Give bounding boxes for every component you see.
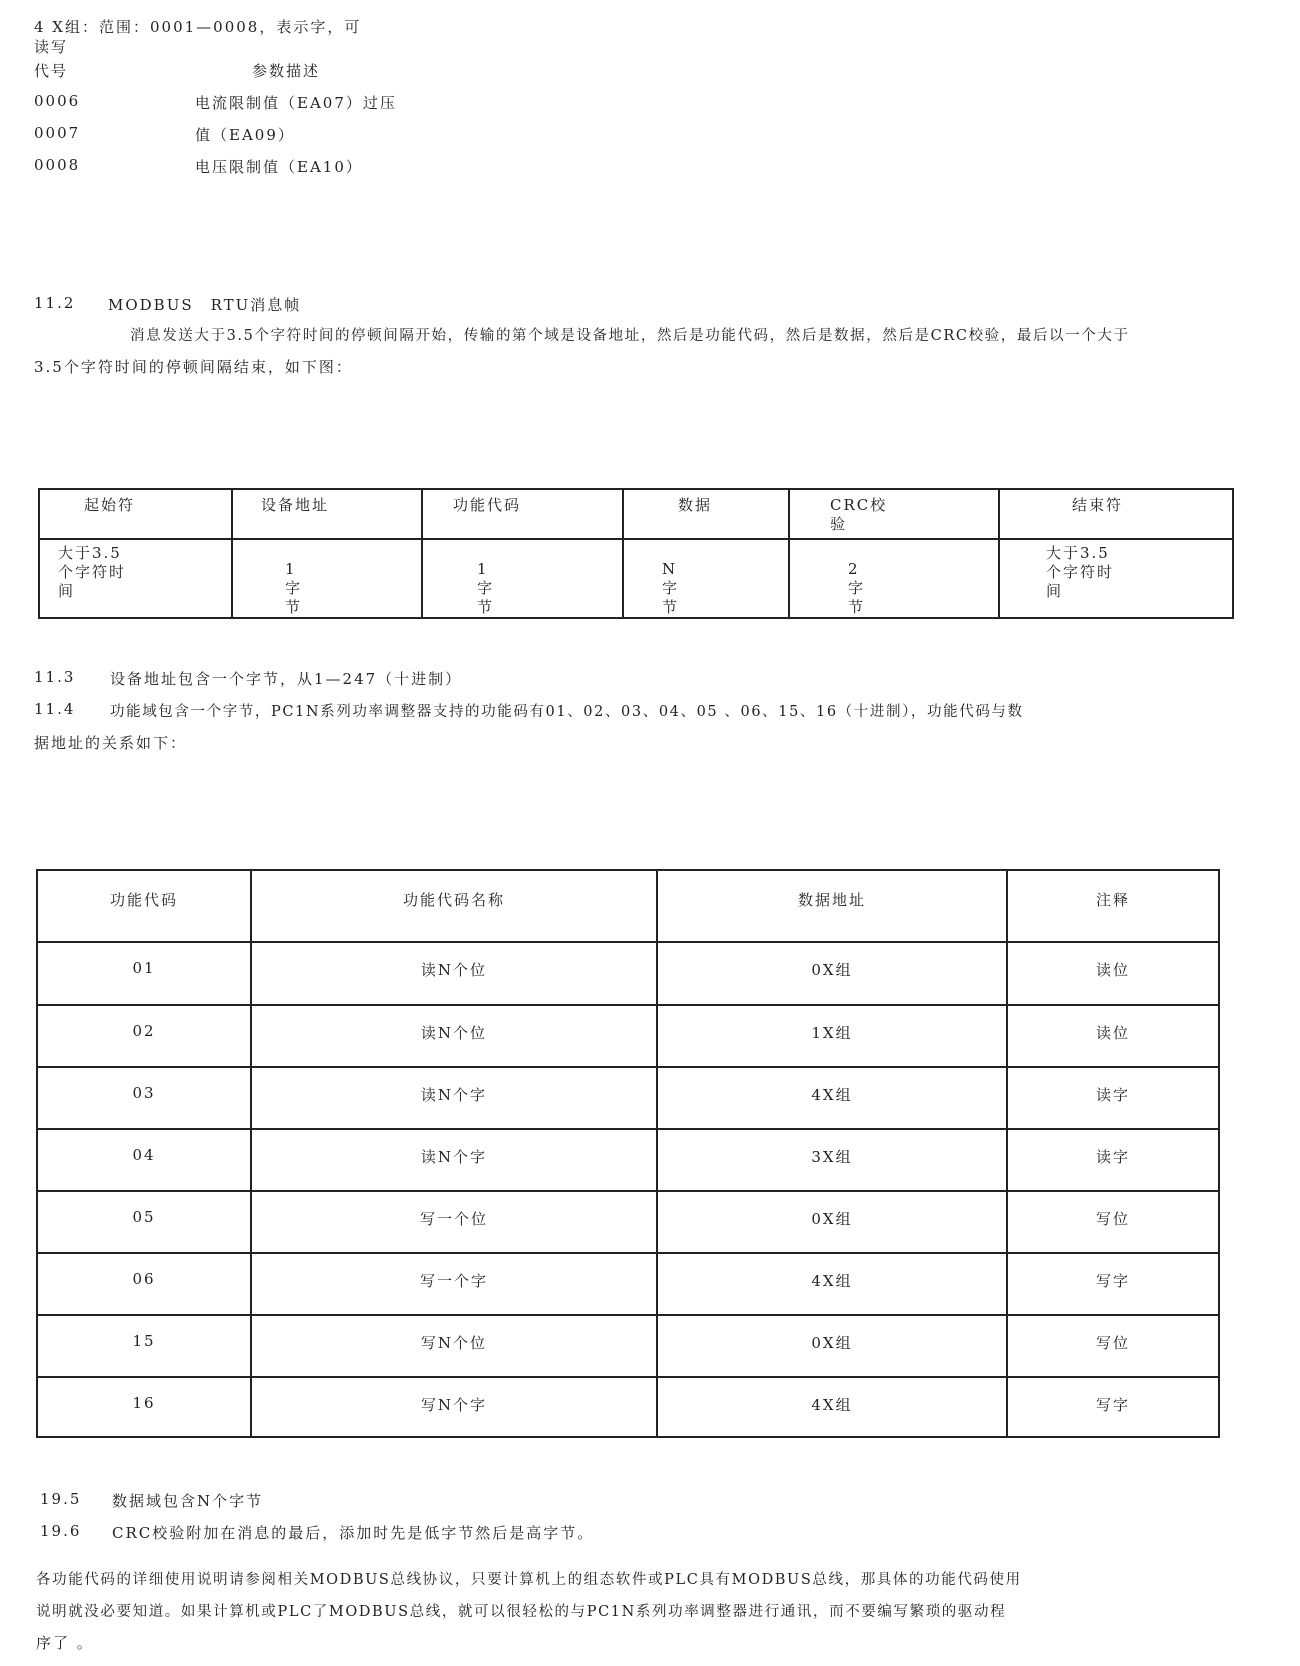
func-name-cell: 读N个字 [251,1129,657,1191]
section-text: CRC校验附加在消息的最后，添加时先是低字节然后是高字节。 [112,1524,595,1542]
func-code-cell: 16 [37,1377,251,1437]
table-row [37,1315,1219,1377]
func-code-cell: 03 [37,1067,251,1129]
func-addr-cell: 3X组 [657,1129,1007,1191]
func-code-cell: 04 [37,1129,251,1191]
frame-value-cell: N字节 [623,539,789,618]
section-number: 19.6 [40,1522,82,1540]
frame-header-cell: 起始符 [39,489,232,539]
func-code-cell: 05 [37,1191,251,1253]
func-note-cell: 读位 [1007,1005,1219,1067]
func-name-cell: 写N个字 [251,1377,657,1437]
range-line-2: 读写 [34,38,69,56]
func-name-cell: 读N个字 [251,1067,657,1129]
func-addr-cell: 0X组 [657,1191,1007,1253]
table-header-cell: 注释 [1007,870,1219,942]
section-text: 数据域包含N个字节 [112,1492,264,1510]
func-addr-cell: 4X组 [657,1377,1007,1437]
param-code: 0008 [34,156,81,174]
frame-value-cell: 1字节 [232,539,422,618]
func-code-cell: 06 [37,1253,251,1315]
func-note-cell: 写字 [1007,1377,1219,1437]
table-row [37,1067,1219,1129]
paragraph-line: 说明就没必要知道。如果计算机或PLC了MODBUS总线，就可以很轻松的与PC1N系列功率调整器进行通讯，而不要编写繁琐的驱动程 [36,1604,1007,1620]
param-col-code: 代号 [34,62,69,80]
table-row [37,1129,1219,1191]
table-header-cell: 功能代码 [37,870,251,942]
func-addr-cell: 1X组 [657,1005,1007,1067]
func-note-cell: 读字 [1007,1129,1219,1191]
section-number: 11.2 [34,294,76,312]
func-name-cell: 读N个位 [251,942,657,1005]
function-code-table [36,869,1220,1438]
func-addr-cell: 0X组 [657,1315,1007,1377]
range-line-1: 4 X组：范围：0001—0008，表示字，可 [34,18,362,36]
frame-header-cell: 结束符 [999,489,1233,539]
param-desc: 电压限制值（EA10） [195,158,363,176]
param-code: 0006 [34,92,81,110]
frame-value-cell: 2字节 [789,539,999,618]
paragraph-line: 序了 。 [36,1634,94,1652]
paragraph-line: 据地址的关系如下： [34,734,188,752]
section-number: 11.4 [34,700,76,718]
frame-value-cell: 大于3.5个字符时间 [39,539,232,618]
func-addr-cell: 0X组 [657,942,1007,1005]
func-addr-cell: 4X组 [657,1253,1007,1315]
paragraph-line: 消息发送大于3.5个字符时间的停顿间隔开始，传输的第个域是设备地址，然后是功能代码，然后是数据，然后是CRC校验，最后以一个大于 [130,328,1130,344]
func-code-cell: 02 [37,1005,251,1067]
frame-header-cell: 数据 [623,489,789,539]
param-col-desc: 参数描述 [252,62,321,80]
func-code-cell: 15 [37,1315,251,1377]
func-name-cell: 写一个字 [251,1253,657,1315]
section-title: MODBUS RTU消息帧 [108,296,302,314]
param-desc: 值（EA09） [195,126,295,144]
param-code: 0007 [34,124,81,142]
section-text: 设备地址包含一个字节，从1—247（十进制） [110,670,463,688]
func-addr-cell: 4X组 [657,1067,1007,1129]
frame-value-cell: 1字节 [422,539,623,618]
func-note-cell: 读字 [1007,1067,1219,1129]
param-desc: 电流限制值（EA07）过压 [195,94,397,112]
table-header-cell: 功能代码名称 [251,870,657,942]
table-row [37,1377,1219,1437]
func-name-cell: 写N个位 [251,1315,657,1377]
frame-header-cell: 设备地址 [232,489,422,539]
func-name-cell: 写一个位 [251,1191,657,1253]
func-note-cell: 读位 [1007,942,1219,1005]
paragraph-line: 各功能代码的详细使用说明请参阅相关MODBUS总线协议，只要计算机上的组态软件或PLC具有MODBUS总线，那具体的功能代码使用 [36,1572,1022,1588]
section-number: 19.5 [40,1490,82,1508]
table-row [37,1253,1219,1315]
section-number: 11.3 [34,668,76,686]
func-name-cell: 读N个位 [251,1005,657,1067]
table-row [37,942,1219,1005]
table-header-cell: 数据地址 [657,870,1007,942]
rtu-frame-table [38,488,1234,619]
paragraph-line: 3.5个字符时间的停顿间隔结束，如下图： [34,358,353,376]
table-row [37,1191,1219,1253]
table-row [37,1005,1219,1067]
func-note-cell: 写字 [1007,1253,1219,1315]
func-note-cell: 写位 [1007,1191,1219,1253]
func-note-cell: 写位 [1007,1315,1219,1377]
frame-header-cell: 功能代码 [422,489,623,539]
frame-header-cell: CRC校验 [789,489,999,539]
paragraph-line: 功能域包含一个字节，PC1N系列功率调整器支持的功能码有01、02、03、04、05 、06、15、16（十进制），功能代码与数 [110,704,1024,720]
frame-value-cell: 大于3.5个字符时间 [999,539,1233,618]
func-code-cell: 01 [37,942,251,1005]
